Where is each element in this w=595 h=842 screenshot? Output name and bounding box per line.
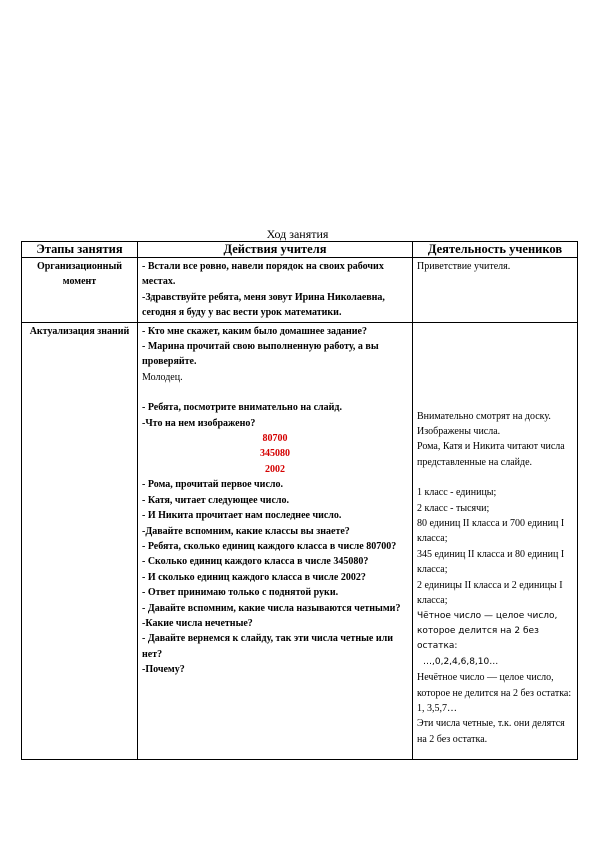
pupils-line: Изображены числа. xyxy=(417,426,501,438)
teacher-line: -Здравствуйте ребята, меня зовут Ирина Николаевна, сегодня я буду у вас вести урок математики. xyxy=(142,291,385,319)
table-header-row xyxy=(22,242,578,258)
pupils-line: 345 единиц II класса и 80 единиц I класса; xyxy=(417,548,565,576)
table-row xyxy=(22,322,578,759)
pupils-line: Рома, Катя и Никита читают числа представленные на слайде. xyxy=(417,441,565,468)
stage-cell: Актуализация знаний xyxy=(22,322,138,759)
slide-number: 2002 xyxy=(265,463,285,475)
slide-number: 80700 xyxy=(262,433,288,445)
page-title: Ход занятия xyxy=(266,227,329,241)
stage-cell: Организационный момент xyxy=(22,258,138,323)
teacher-line: - И сколько единиц каждого класса в числе 2002? xyxy=(142,571,366,583)
teacher-line: - Ответ принимаю только с поднятой руки. xyxy=(142,587,339,599)
teacher-line: - И Никита прочитает нам последнее число. xyxy=(142,510,342,522)
pupils-cell xyxy=(413,258,578,323)
teacher-line: -Что на нем изображено? xyxy=(142,417,256,429)
pupils-line: 1 класс - единицы; xyxy=(417,487,497,499)
teacher-line: - Давайте вернемся к слайду, так эти числа четные или нет? xyxy=(142,633,393,660)
teacher-line: -Какие числа нечетные? xyxy=(142,617,253,629)
pupils-line: 80 единиц II класса и 700 единиц I класса; xyxy=(417,518,565,545)
teacher-cell xyxy=(138,322,413,759)
pupils-line: Эти числа четные, т.к. они делятся на 2 без остатка. xyxy=(417,718,565,745)
slide-number: 345080 xyxy=(260,448,290,460)
even-number-examples: …,0,2,4,6,8,10… xyxy=(423,656,499,667)
column-header-stages: Этапы занятия xyxy=(22,242,138,258)
teacher-line: -Давайте вспомним, какие классы вы знаете? xyxy=(142,525,350,537)
pupils-line: Приветствие учителя. xyxy=(417,261,511,272)
teacher-line: - Рома, прочитай первое число. xyxy=(142,479,283,491)
pupils-line: Нечётное число — целое число, которое не делится на 2 без остатка: 1, 3,5,7… xyxy=(417,672,572,714)
teacher-line: - Кто мне скажет, каким было домашнее задание? xyxy=(142,325,367,337)
teacher-line: - Встали все ровно, навели порядок на своих рабочих местах. xyxy=(142,261,384,288)
teacher-line: - Ребята, посмотрите внимательно на слайд. xyxy=(142,402,342,414)
even-number-definition: Чётное число — целое число, которое делится на 2 без остатка: xyxy=(417,610,558,652)
teacher-line: - Давайте вспомним, какие числа называются четными? xyxy=(142,602,401,614)
table-row xyxy=(22,258,578,323)
teacher-line: - Катя, читает следующее число. xyxy=(142,494,289,506)
teacher-line: - Ребята, сколько единиц каждого класса в числе 80700? xyxy=(142,540,397,552)
column-header-pupils: Деятельность учеников xyxy=(413,242,578,258)
column-header-teacher: Действия учителя xyxy=(138,242,413,258)
pupils-line: Внимательно смотрят на доску. xyxy=(417,410,551,422)
pupils-line: 2 класс - тысячи; xyxy=(417,502,490,514)
teacher-line: -Почему? xyxy=(142,664,185,676)
pupils-cell xyxy=(413,322,578,759)
teacher-line: Молодец. xyxy=(142,371,183,383)
teacher-cell xyxy=(138,258,413,323)
lesson-table xyxy=(21,241,578,760)
teacher-line: - Марина прочитай свою выполненную работу, а вы проверяйте. xyxy=(142,341,379,368)
teacher-line: - Сколько единиц каждого класса в числе 345080? xyxy=(142,556,369,568)
pupils-line: 2 единицы II класса и 2 единицы I класса; xyxy=(417,579,563,607)
